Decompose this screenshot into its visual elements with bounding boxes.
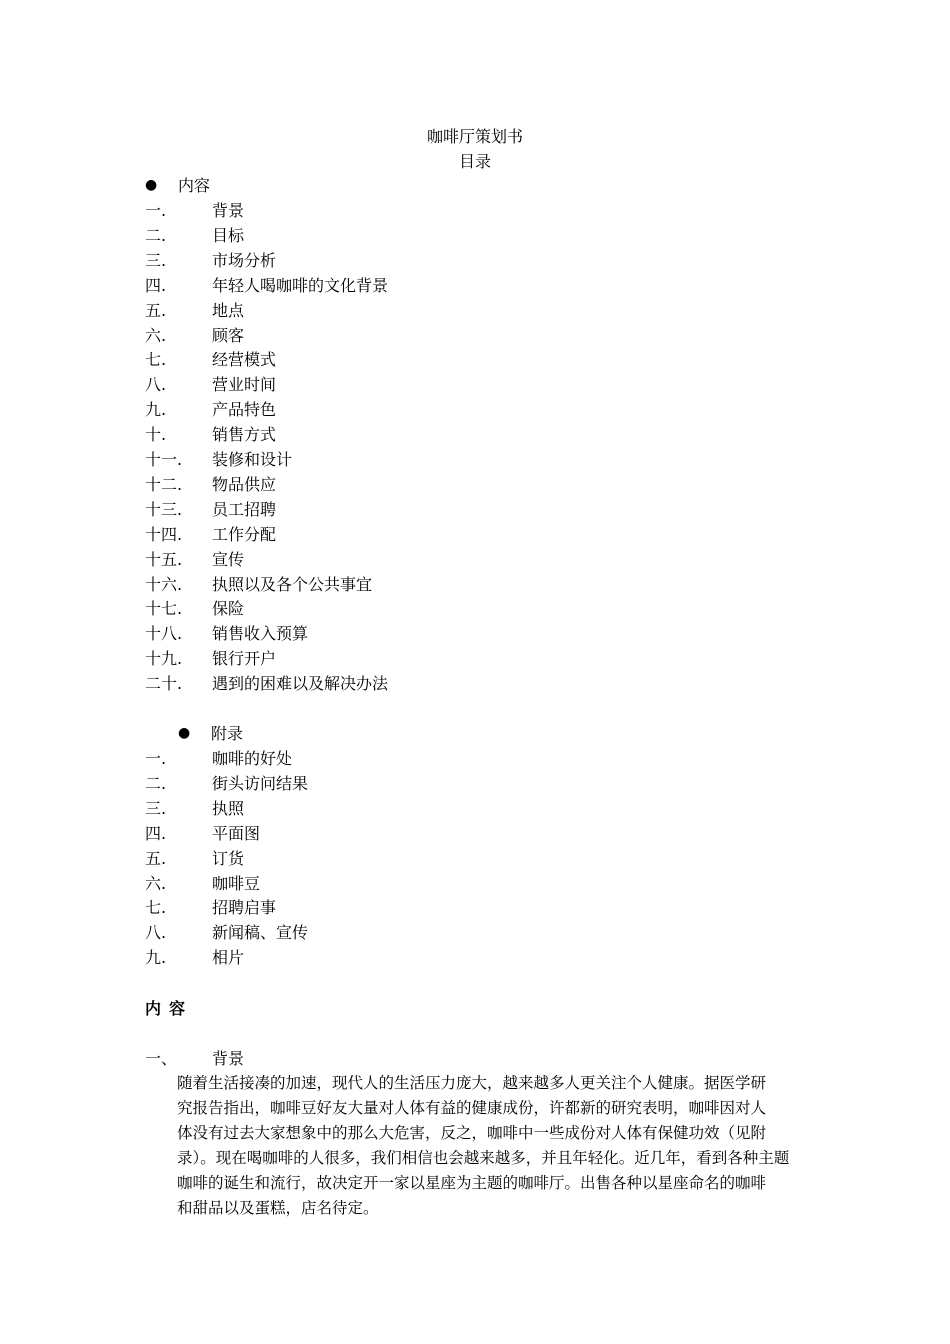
contents-item-label: 银行开户 (212, 649, 277, 669)
contents-item-number: 十二. (145, 474, 183, 494)
contents-item-label: 市场分析 (212, 250, 277, 270)
appendix-item-label: 街头访问结果 (212, 773, 309, 793)
contents-item-number: 十三. (145, 499, 183, 519)
contents-item-label: 营业时间 (212, 375, 277, 395)
contents-item-label: 地点 (212, 300, 245, 320)
contents-item-number: 四. (145, 275, 167, 295)
appendix-item-number: 五. (145, 848, 167, 868)
contents-item-label: 销售收入预算 (212, 624, 309, 644)
appendix-item-label: 咖啡豆 (212, 873, 261, 893)
contents-item-number: 二十. (145, 674, 183, 694)
contents-item-number: 七. (145, 350, 167, 370)
appendix-item-number: 四. (145, 823, 167, 843)
contents-item-label: 工作分配 (212, 524, 277, 544)
contents-item-label: 执照以及各个公共事宜 (212, 574, 373, 594)
contents-item-label: 保险 (212, 599, 245, 619)
contents-item-number: 十八. (145, 624, 183, 644)
appendix-item-label: 咖啡的好处 (212, 749, 293, 768)
appendix-item-label: 订货 (212, 848, 245, 868)
appendix-item-number: 六. (145, 873, 167, 893)
section-title: 背景 (212, 1049, 245, 1068)
contents-item-number: 二. (145, 225, 167, 245)
contents-item-number: 十. (145, 425, 167, 445)
paragraph-line: 究报告指出，咖啡豆好友大量对人体有益的健康成份，许都新的研究表明，咖啡因对人 (177, 1099, 767, 1117)
contents-item-number: 十六. (145, 574, 183, 594)
appendix-item-number: 二. (145, 773, 167, 793)
contents-item-label: 产品特色 (212, 400, 277, 420)
section-number: 一、 (145, 1049, 178, 1068)
contents-item-number: 八. (145, 375, 167, 395)
appendix-item-number: 七. (145, 898, 167, 918)
contents-item-label: 经营模式 (212, 350, 277, 370)
paragraph-line: 录）。现在喝咖啡的人很多，我们相信也会越来越多，并且年轻化。近几年，看到各种主题 (177, 1149, 790, 1167)
contents-item-number: 十五. (145, 549, 183, 569)
contents-item-number: 十七. (145, 599, 183, 619)
toc-title: 目录 (458, 152, 491, 171)
document-title: 咖啡厅策划书 (426, 127, 523, 146)
bullet-icon: ● (178, 725, 191, 741)
contents-item-label: 装修和设计 (212, 450, 293, 469)
appendix-item-label: 相片 (212, 948, 245, 968)
paragraph-line: 和甜品以及蛋糕，店名待定。 (177, 1199, 379, 1217)
appendix-item-label: 平面图 (212, 823, 261, 843)
paragraph-line: 体没有过去大家想象中的那么大危害，反之，咖啡中一些成份对人体有保健功效（见附 (177, 1124, 767, 1142)
contents-item-number: 十四. (145, 524, 183, 544)
contents-item-number: 一. (145, 201, 167, 220)
contents-item-label: 销售方式 (212, 425, 277, 445)
contents-item-label: 员工招聘 (212, 499, 277, 519)
contents-item-label: 遇到的困难以及解决办法 (212, 674, 389, 694)
contents-item-number: 五. (145, 300, 167, 320)
body-paragraph (177, 1071, 808, 1221)
appendix-label: 附录 (211, 724, 244, 743)
contents-item-number: 九. (145, 400, 167, 420)
contents-item-number: 三. (145, 250, 167, 270)
appendix-item-number: 三. (145, 798, 167, 818)
bullet-icon: ● (145, 177, 158, 193)
paragraph-line: 咖啡的诞生和流行，故决定开一家以星座为主题的咖啡厅。出售各种以星座命名的咖啡 (177, 1174, 767, 1192)
contents-item-label: 物品供应 (212, 474, 277, 494)
appendix-item-label: 新闻稿、宣传 (212, 923, 309, 943)
contents-item-number: 十九. (145, 649, 183, 669)
body-heading: 内容 (145, 999, 194, 1018)
contents-item-number: 十一. (145, 450, 183, 469)
appendix-item-number: 一. (145, 749, 167, 768)
appendix-item-label: 招聘启事 (212, 898, 277, 918)
contents-item-label: 目标 (212, 225, 245, 245)
contents-item-label: 宣传 (212, 549, 245, 569)
appendix-item-label: 执照 (212, 798, 245, 818)
contents-item-label: 背景 (212, 201, 245, 220)
paragraph-line: 随着生活接凑的加速，现代人的生活压力庞大，越来越多人更关注个人健康。据医学研 (177, 1074, 767, 1092)
contents-item-label: 顾客 (212, 325, 245, 345)
appendix-item-number: 八. (145, 923, 167, 943)
appendix-item-number: 九. (145, 948, 167, 968)
contents-label: 内容 (178, 176, 211, 195)
contents-item-label: 年轻人喝咖啡的文化背景 (212, 275, 389, 295)
contents-item-number: 六. (145, 325, 167, 345)
